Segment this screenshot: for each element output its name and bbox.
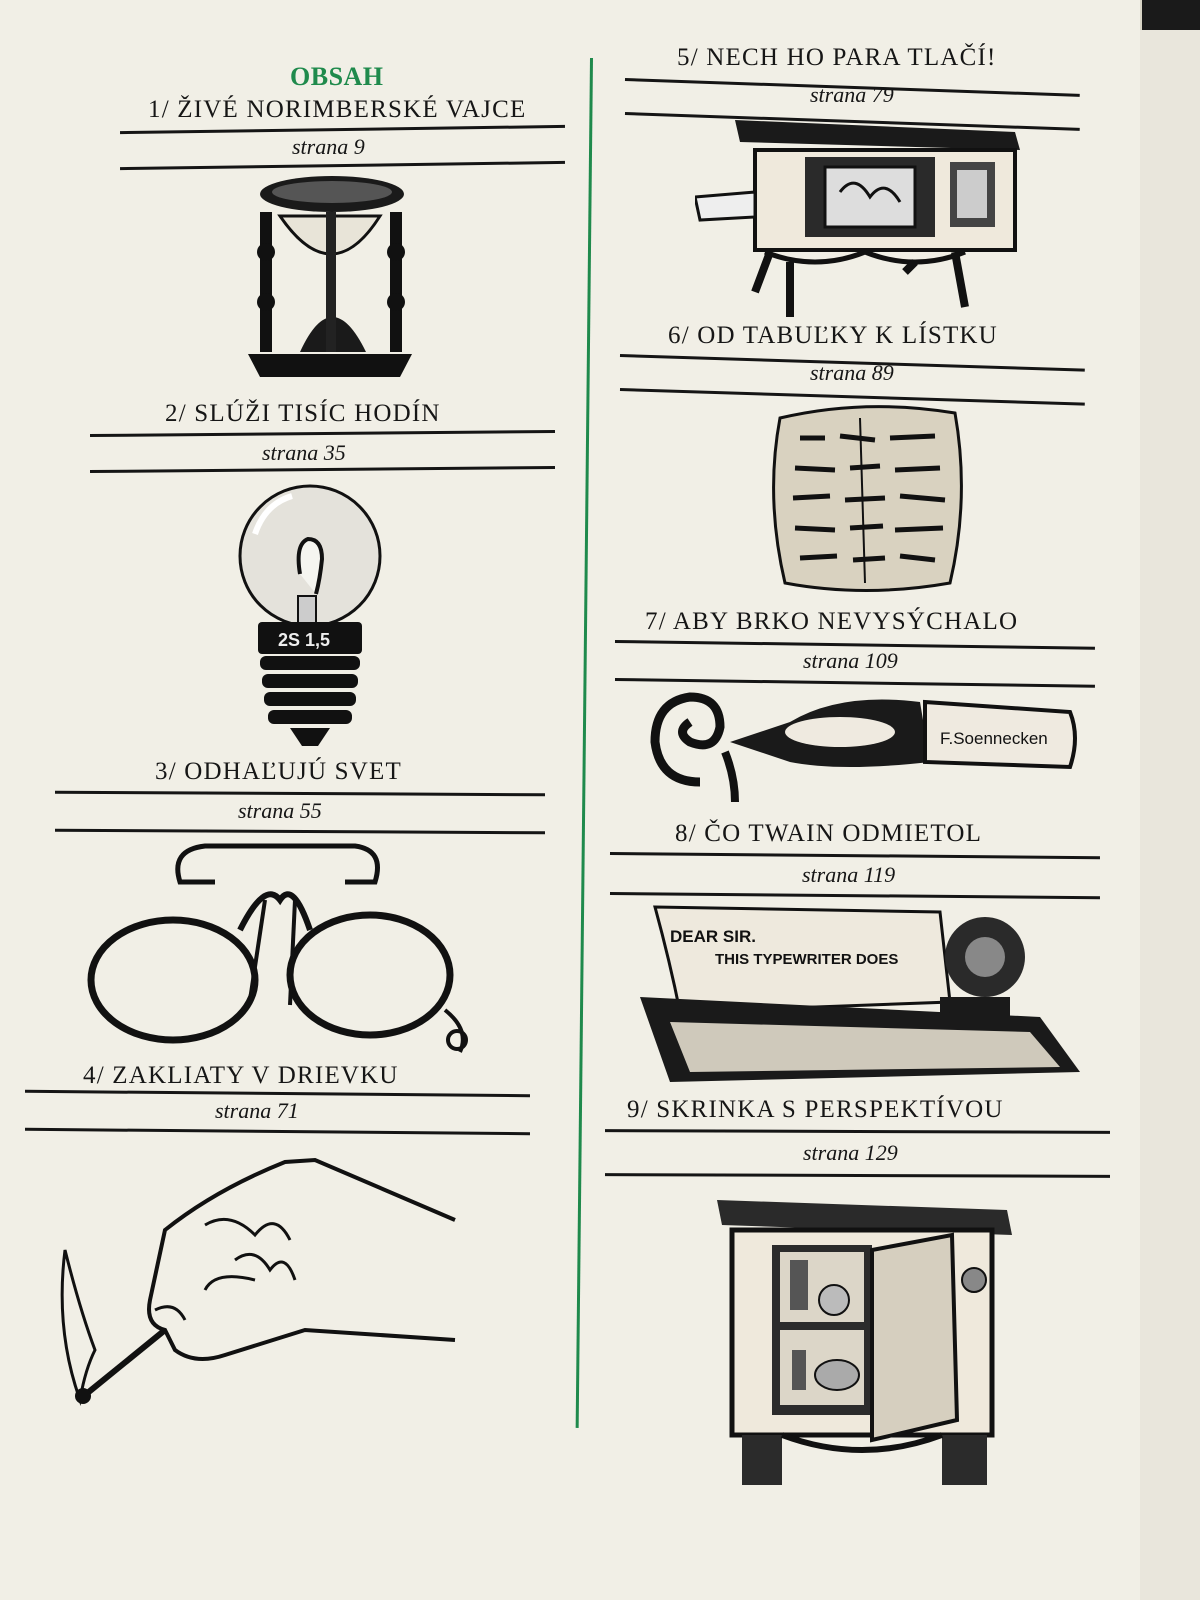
entry-rule (610, 892, 1100, 899)
page-edge (1140, 30, 1200, 1600)
toc-entry-4 (25, 1062, 535, 1142)
entry-title: 9/ SKRINKA S PERSPEKTÍVOU (627, 1096, 1004, 1123)
toc-entry-6 (620, 322, 1090, 402)
entry-rule (120, 161, 565, 170)
entry-title: 6/ OD TABUĽKY K LÍSTKU (668, 322, 998, 349)
stove-icon (695, 112, 1030, 322)
toc-entry-9 (605, 1096, 1115, 1178)
page-title: OBSAH (290, 62, 384, 91)
entry-page-ref: strana 55 (238, 798, 322, 823)
lightbulb-icon (230, 484, 400, 749)
entry-title: 7/ ABY BRKO NEVYSÝCHALO (645, 608, 1019, 635)
typewriter-icon (640, 902, 1080, 1092)
column-divider (576, 58, 593, 1428)
entry-rule (120, 125, 565, 134)
entry-page-ref: strana 119 (802, 862, 896, 887)
entry-page-ref: strana 129 (803, 1140, 898, 1165)
entry-title: 1/ ŽIVÉ NORIMBERSKÉ VAJCE (148, 96, 527, 123)
entry-title: 8/ ČO TWAIN ODMIETOL (675, 820, 983, 847)
icebox-cabinet-icon (712, 1190, 1022, 1490)
entry-rule (55, 791, 545, 796)
hourglass-icon (240, 172, 420, 387)
entry-rule (605, 1129, 1110, 1133)
toc-entry-1 (120, 96, 570, 176)
entry-page-ref: strana 79 (810, 82, 894, 107)
entry-page-ref: strana 71 (215, 1098, 299, 1123)
bulb-marking: 2S 1,5 (278, 630, 331, 650)
entry-title: 2/ SLÚŽI TISÍC HODÍN (165, 400, 441, 427)
toc-entry-7 (615, 608, 1100, 688)
fountain-pen-icon (640, 682, 1080, 812)
hand-with-match-icon (55, 1150, 475, 1410)
entry-rule (55, 829, 545, 834)
pen-brand: F.Soennecken (940, 729, 1048, 748)
toc-entry-8 (610, 820, 1105, 900)
typewriter-text-1: DEAR SIR. (670, 927, 756, 946)
entry-rule (90, 430, 555, 437)
entry-page-ref: strana 9 (292, 134, 365, 159)
entry-title: 3/ ODHAĽUJÚ SVET (155, 758, 402, 785)
entry-rule (25, 1128, 530, 1135)
toc-entry-3 (55, 758, 550, 838)
pince-nez-icon (85, 840, 485, 1065)
entry-rule (610, 852, 1100, 859)
entry-page-ref: strana 89 (810, 360, 894, 385)
typewriter-text-2: THIS TYPEWRITER DOES (715, 951, 899, 968)
clay-tablet-icon (765, 398, 970, 598)
toc-entry-2 (90, 400, 560, 480)
entry-title: 5/ NECH HO PARA TLAČÍ! (677, 44, 997, 71)
entry-page-ref: strana 35 (262, 440, 346, 465)
entry-title: 4/ ZAKLIATY V DRIEVKU (83, 1062, 399, 1089)
entry-page-ref: strana 109 (803, 648, 898, 673)
entry-rule (90, 466, 555, 473)
entry-rule (605, 1173, 1110, 1177)
entry-rule (25, 1090, 530, 1097)
